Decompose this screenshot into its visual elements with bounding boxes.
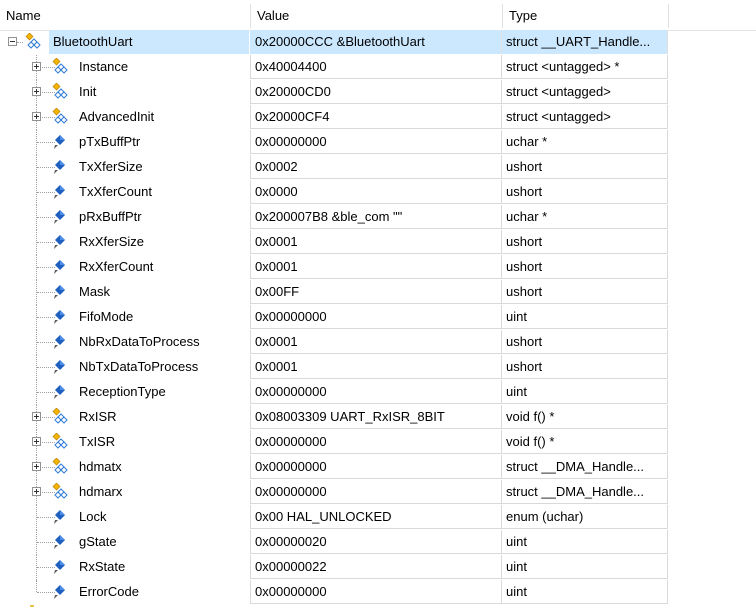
variable-type: struct <untagged> [502, 105, 668, 129]
tree-row[interactable] [0, 305, 756, 330]
variable-name: TxISR [79, 434, 116, 449]
variable-name: hdmatx [79, 459, 122, 474]
variable-name: NbRxDataToProcess [79, 334, 200, 349]
tree-row[interactable] [0, 255, 756, 280]
struct-member-icon [51, 433, 69, 451]
variable-type: uint [502, 555, 668, 579]
tree-row[interactable] [0, 380, 756, 405]
variable-name: NbTxDataToProcess [79, 359, 199, 374]
variable-type: void f() * [502, 405, 668, 429]
variable-type: ushort [502, 180, 668, 204]
variable-value[interactable]: 0x00000000 [250, 430, 502, 454]
variable-name: TxXferSize [79, 159, 143, 174]
variable-value[interactable]: 0x00000000 [250, 380, 502, 404]
expand-icon[interactable] [32, 437, 41, 446]
variable-type: uint [502, 305, 668, 329]
variable-name: hdmarx [79, 484, 123, 499]
struct-member-icon [51, 58, 69, 76]
variable-name: RxState [79, 559, 126, 574]
variable-name: AdvancedInit [79, 109, 155, 124]
field-diamond-icon [51, 133, 69, 151]
tree-row[interactable] [0, 55, 756, 80]
variable-name: RxISR [79, 409, 117, 424]
variable-value[interactable]: 0x0002 [250, 155, 502, 179]
field-diamond-icon [51, 583, 69, 601]
tree-row[interactable] [0, 355, 756, 380]
field-diamond-icon [51, 233, 69, 251]
variable-value[interactable]: 0x00 HAL_UNLOCKED [250, 505, 502, 529]
variable-type: ushort [502, 155, 668, 179]
variable-value[interactable]: 0x00000000 [250, 305, 502, 329]
collapse-icon[interactable] [8, 37, 17, 46]
variable-value[interactable]: 0x0001 [250, 330, 502, 354]
column-divider[interactable] [668, 4, 669, 28]
expand-icon[interactable] [32, 87, 41, 96]
variable-type: uint [502, 580, 668, 604]
tree-row[interactable] [0, 280, 756, 305]
field-diamond-icon [51, 283, 69, 301]
struct-member-icon [51, 458, 69, 476]
field-diamond-icon [51, 533, 69, 551]
tree-row[interactable] [0, 205, 756, 230]
variable-name: RxXferSize [79, 234, 145, 249]
struct-member-icon [24, 33, 42, 51]
name-column-header[interactable]: Name [6, 8, 41, 23]
tree-row[interactable] [0, 230, 756, 255]
value-column-header[interactable]: Value [257, 8, 290, 23]
variable-name: BluetoothUart [53, 34, 133, 49]
struct-member-icon [51, 108, 69, 126]
tree-row[interactable] [0, 130, 756, 155]
variable-value[interactable]: 0x0001 [250, 255, 502, 279]
variable-name: gState [79, 534, 117, 549]
tree-row[interactable] [0, 455, 756, 480]
tree-row[interactable] [0, 480, 756, 505]
variable-name: Init [79, 84, 97, 99]
variable-name: ErrorCode [79, 584, 139, 599]
variable-type: enum (uchar) [502, 505, 668, 529]
field-diamond-icon [51, 383, 69, 401]
tree-row[interactable] [0, 330, 756, 355]
variable-name: Lock [79, 509, 107, 524]
variable-value[interactable]: 0x00000000 [250, 130, 502, 154]
variable-type: uchar * [502, 205, 668, 229]
tree-row[interactable] [0, 505, 756, 530]
expand-icon[interactable] [32, 462, 41, 471]
expand-icon[interactable] [32, 112, 41, 121]
variable-name: pTxBuffPtr [79, 134, 141, 149]
struct-member-icon [51, 408, 69, 426]
tree-row[interactable] [0, 105, 756, 130]
variable-type: ushort [502, 255, 668, 279]
variable-name: FifoMode [79, 309, 134, 324]
field-diamond-icon [51, 258, 69, 276]
variable-type: struct <untagged> * [502, 55, 668, 79]
variable-value[interactable]: 0x0001 [250, 230, 502, 254]
tree-row[interactable] [0, 430, 756, 455]
variable-value[interactable]: 0x0000 [250, 180, 502, 204]
variable-value[interactable]: 0x00000020 [250, 530, 502, 554]
expand-icon[interactable] [32, 412, 41, 421]
variable-name: Instance [79, 59, 129, 74]
variable-type: struct __DMA_Handle... [502, 480, 668, 504]
field-diamond-icon [51, 358, 69, 376]
expand-icon[interactable] [32, 487, 41, 496]
field-diamond-icon [51, 208, 69, 226]
field-diamond-icon [51, 183, 69, 201]
variable-type: ushort [502, 330, 668, 354]
tree-row[interactable] [0, 30, 756, 55]
field-diamond-icon [51, 333, 69, 351]
field-diamond-icon [51, 158, 69, 176]
tree-row[interactable] [0, 405, 756, 430]
variable-name: TxXferCount [79, 184, 152, 199]
tree-row[interactable] [0, 555, 756, 580]
variable-type: ushort [502, 355, 668, 379]
variable-type: uchar * [502, 130, 668, 154]
variable-type: uint [502, 530, 668, 554]
struct-member-icon [51, 483, 69, 501]
variable-value[interactable]: 0x20000CCC &BluetoothUart [250, 30, 502, 54]
tree-row[interactable] [0, 155, 756, 180]
tree-row[interactable] [0, 180, 756, 205]
field-diamond-icon [51, 558, 69, 576]
variable-type: void f() * [502, 430, 668, 454]
tree-row[interactable] [0, 580, 756, 605]
tree-row[interactable] [0, 80, 756, 105]
variable-type: ushort [502, 280, 668, 304]
variable-name: Mask [79, 284, 111, 299]
tree-connector [17, 42, 23, 43]
variable-value[interactable]: 0x40004400 [250, 55, 502, 79]
variable-value[interactable]: 0x20000CD0 [250, 80, 502, 104]
variable-type: struct <untagged> [502, 80, 668, 104]
expand-icon[interactable] [32, 62, 41, 71]
variable-value[interactable]: 0x00000000 [250, 480, 502, 504]
column-header [0, 0, 756, 31]
variable-type: struct __UART_Handle... [502, 30, 668, 54]
variable-name: pRxBuffPtr [79, 209, 142, 224]
tree-connector [36, 580, 37, 592]
variable-value[interactable]: 0x00000000 [250, 455, 502, 479]
field-diamond-icon [51, 508, 69, 526]
struct-member-icon [51, 83, 69, 101]
variable-type: ushort [502, 230, 668, 254]
variable-type: uint [502, 380, 668, 404]
variable-value[interactable]: 0x0001 [250, 355, 502, 379]
variable-name: ReceptionType [79, 384, 166, 399]
variable-value[interactable]: 0x200007B8 &ble_com "" [250, 205, 502, 229]
variable-value[interactable]: 0x00000000 [250, 580, 502, 604]
tree-row[interactable] [0, 530, 756, 555]
variable-value[interactable]: 0x00FF [250, 280, 502, 304]
variable-value[interactable]: 0x08003309 UART_RxISR_8BIT [250, 405, 502, 429]
type-column-header[interactable]: Type [509, 8, 538, 23]
variable-name: RxXferCount [79, 259, 154, 274]
variable-tree [0, 30, 756, 605]
variable-value[interactable]: 0x20000CF4 [250, 105, 502, 129]
variable-value[interactable]: 0x00000022 [250, 555, 502, 579]
variable-type: struct __DMA_Handle... [502, 455, 668, 479]
field-diamond-icon [51, 308, 69, 326]
